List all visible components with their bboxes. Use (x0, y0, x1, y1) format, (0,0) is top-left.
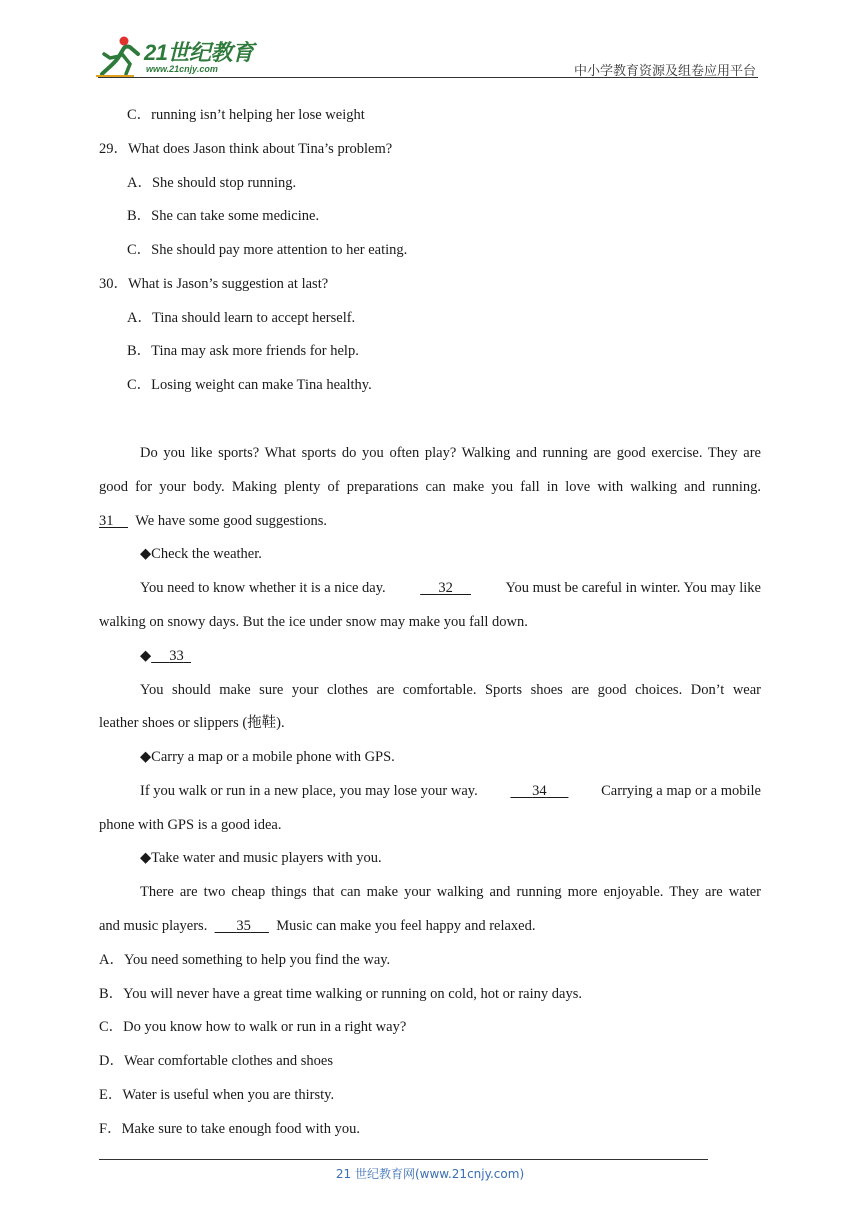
option-f: F．Make sure to take enough food with you. (99, 1121, 360, 1137)
passage-line: phone with GPS is a good idea. (99, 817, 282, 833)
q30-option-a: A．Tina should learn to accept herself. (127, 310, 356, 326)
passage-line: walking on snowy days. But the ice under snow may make you fall down. (99, 614, 528, 630)
header-divider (98, 77, 758, 78)
section-heading: ◆ 33 (140, 647, 191, 665)
section-heading: ◆Take water and music players with you. (140, 850, 382, 866)
footer-link[interactable]: 21 世纪教育网(www.21cnjy.com) (335, 1167, 525, 1181)
platform-name: 中小学教育资源及组卷应用平台 (573, 64, 756, 79)
runner-logo-icon (94, 34, 144, 78)
passage-line: If you walk or run in a new place, you may lose your way. 34 Carrying a map or a mobile (140, 783, 761, 799)
option-c: C．Do you know how to walk or run in a right way? (99, 1019, 407, 1035)
passage-line: and music players. 35 Music can make you feel happy and relaxed. (99, 918, 536, 934)
passage-line: good for your body. Making plenty of preparations can make you fall in love with walking and running. (99, 479, 761, 495)
q30-option-b: B．Tina may ask more friends for help. (127, 343, 359, 359)
passage-line: leather shoes or slippers (拖鞋). (99, 715, 285, 731)
q28-option-c: C．running isn’t helping her lose weight (127, 107, 365, 123)
passage-line: You need to know whether it is a nice day. 32 You must be careful in winter. You may like (140, 580, 761, 596)
option-e: E．Water is useful when you are thirsty. (99, 1087, 335, 1103)
blank-31[interactable]: 31 (99, 513, 114, 529)
footer-divider (99, 1159, 708, 1160)
logo-url: www.21cnjy.com (146, 64, 218, 74)
blank-33[interactable]: 33 (169, 648, 184, 664)
passage-line: 31 We have some good suggestions. (99, 513, 327, 529)
option-a: A．You need something to help you find the way. (99, 952, 391, 968)
blank-34[interactable]: 34 (532, 783, 547, 799)
option-d: D．Wear comfortable clothes and shoes (99, 1053, 333, 1069)
passage-line: There are two cheap things that can make your walking and running more enjoyable. They are water (140, 884, 761, 900)
section-heading: ◆Check the weather. (140, 546, 262, 562)
section-heading: ◆Carry a map or a mobile phone with GPS. (140, 749, 395, 765)
blank-32[interactable]: 32 (438, 580, 453, 596)
page-header (94, 30, 758, 80)
logo-text: 21世纪教育 (144, 40, 254, 65)
q30-option-c: C．Losing weight can make Tina healthy. (127, 377, 372, 393)
q29-option-c: C．She should pay more attention to her eating. (127, 242, 408, 258)
site-logo (94, 34, 264, 78)
blank-35[interactable]: 35 (236, 918, 251, 934)
q30-stem: 30．What is Jason’s suggestion at last? (99, 276, 329, 292)
q29-stem: 29．What does Jason think about Tina’s problem? (99, 141, 393, 157)
option-b: B．You will never have a great time walking or running on cold, hot or rainy days. (99, 986, 582, 1002)
q29-option-a: A．She should stop running. (127, 175, 297, 191)
passage-line: You should make sure your clothes are comfortable. Sports shoes are good choices. Don’t wear (140, 682, 761, 698)
q29-option-b: B．She can take some medicine. (127, 208, 320, 224)
passage-line: Do you like sports? What sports do you often play? Walking and running are good exercise. They are (140, 445, 761, 461)
